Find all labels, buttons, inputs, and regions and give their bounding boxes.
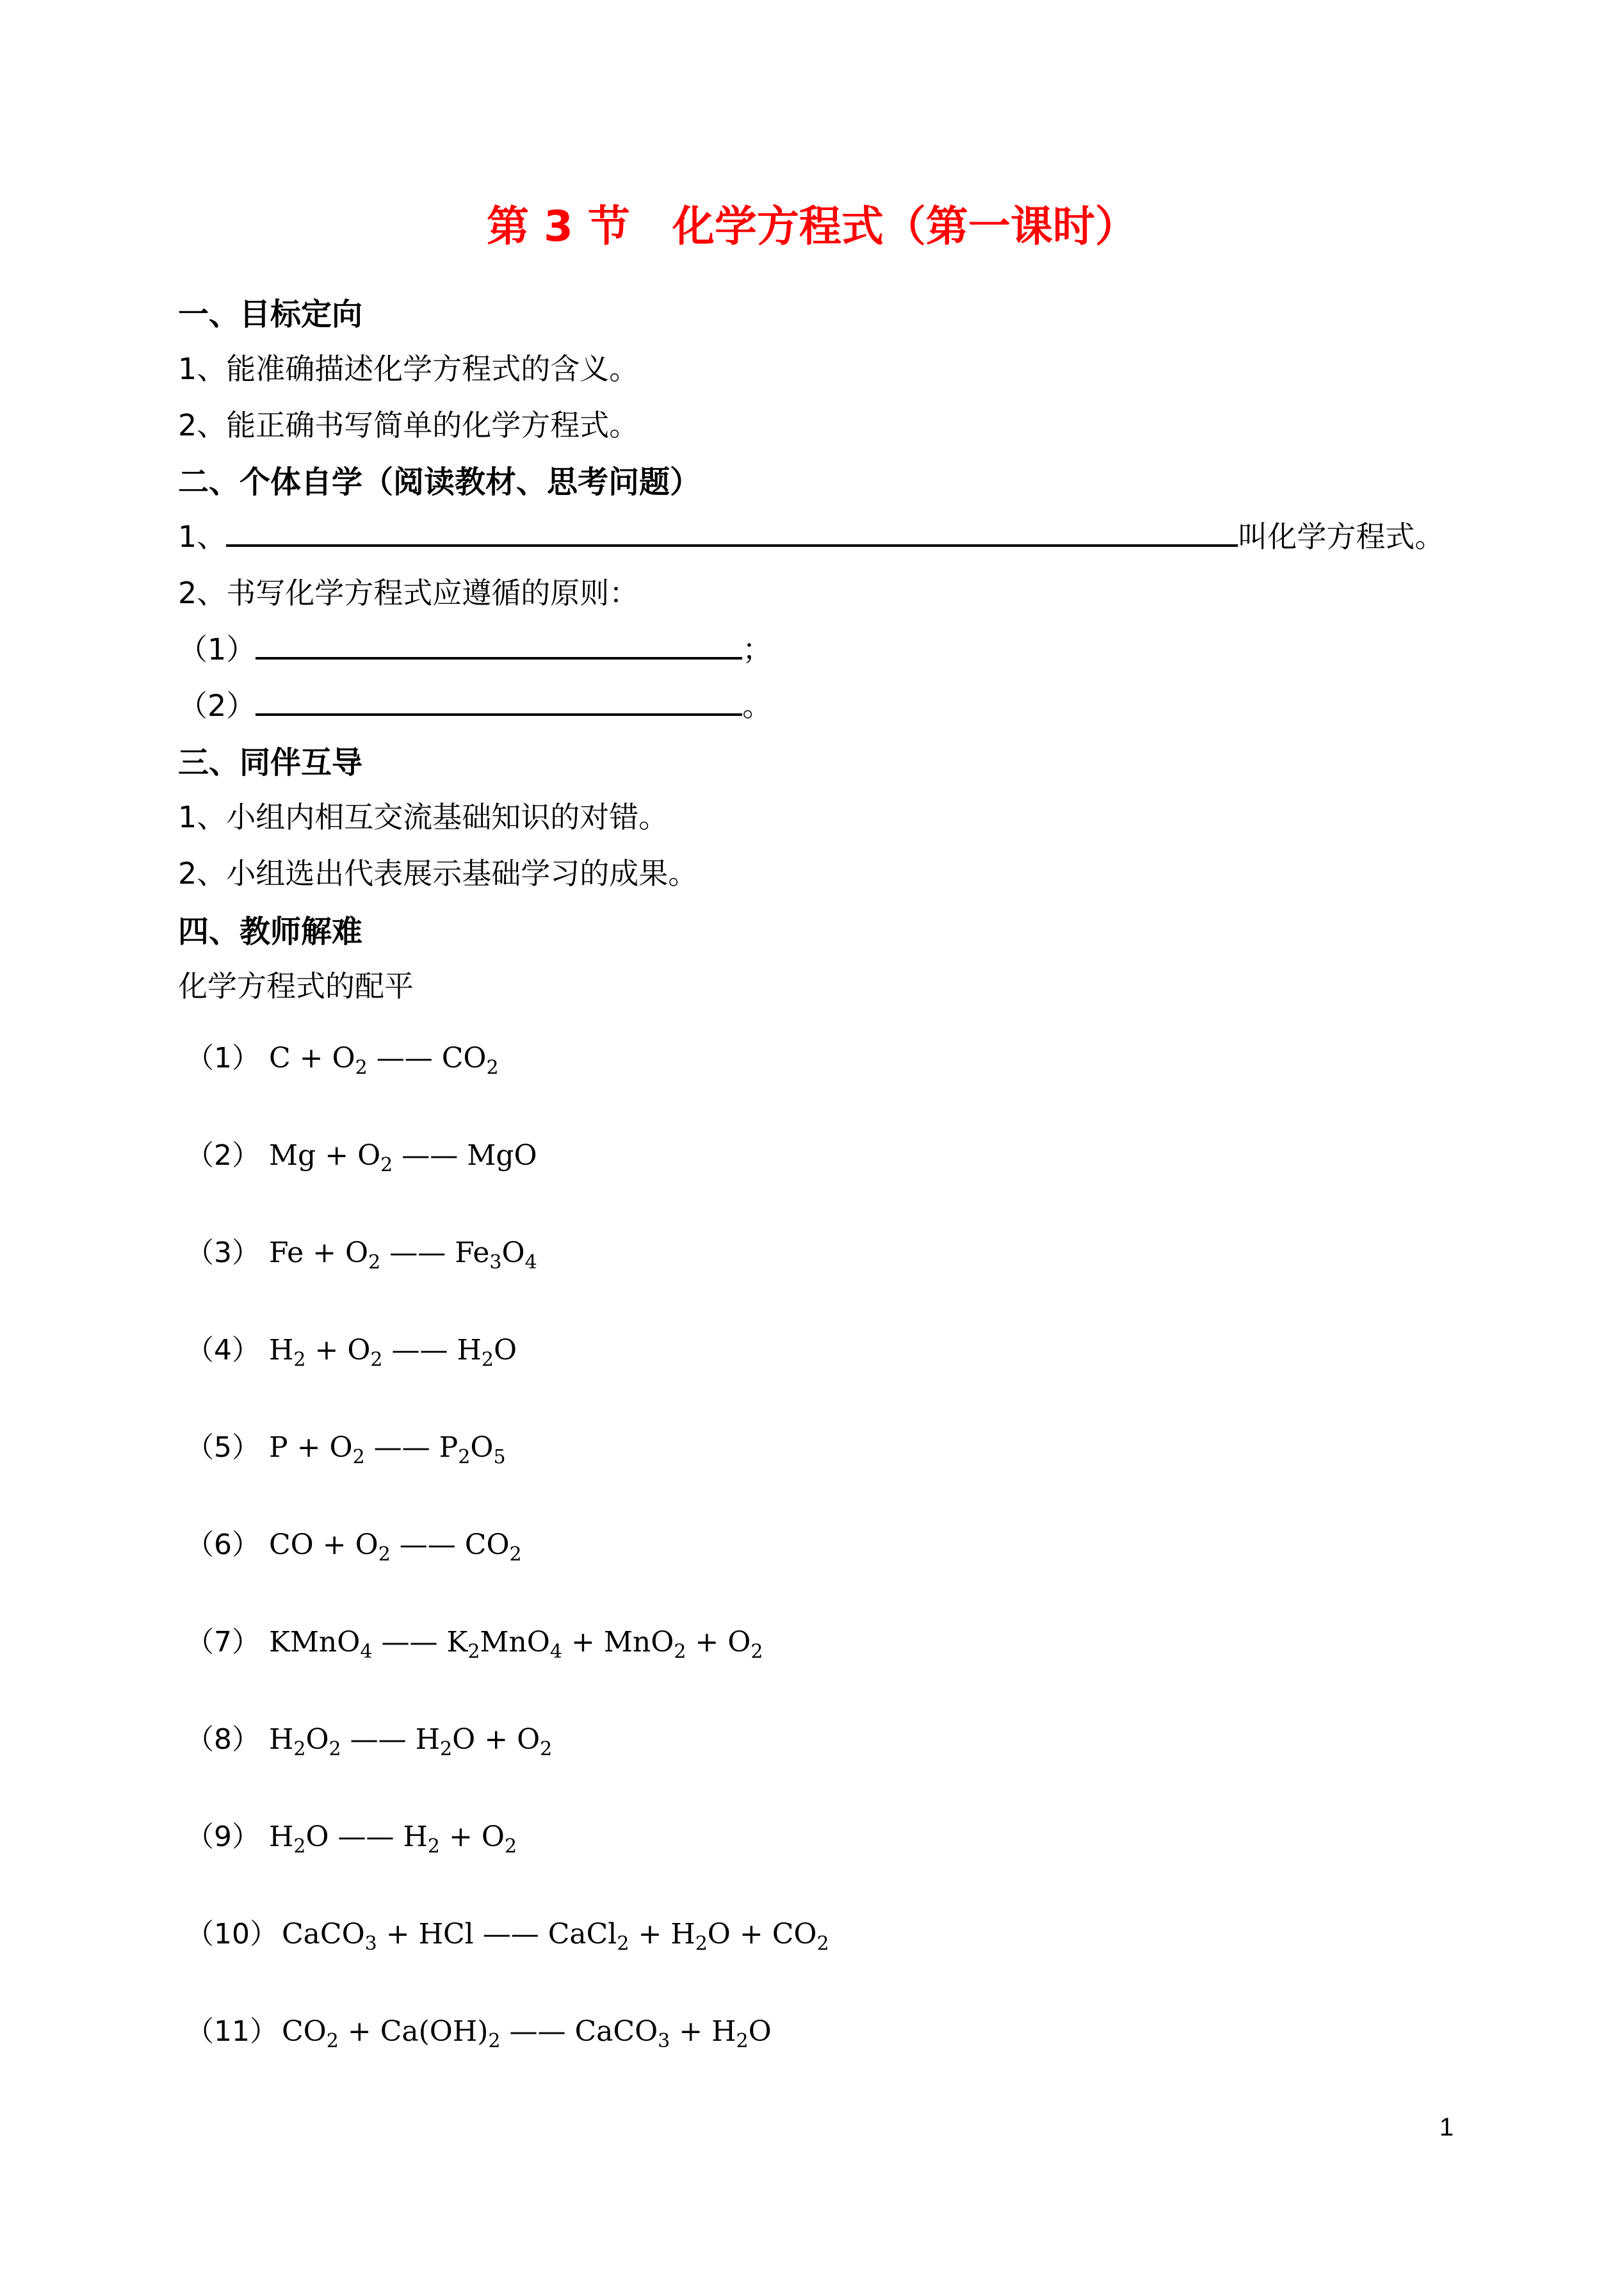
principle-1 — [178, 626, 772, 669]
reaction-arrow: —— — [373, 1431, 430, 1464]
reactant: $O_2$ — [355, 1529, 391, 1566]
reaction-arrow: —— — [482, 1918, 539, 1950]
product: $K_2MnO_4$ — [446, 1626, 562, 1663]
peer-item-1: 1、小组内相互交流基础知识的对错。 — [178, 800, 669, 834]
reactant: CaCO$_3$ — [282, 1918, 377, 1955]
equation-row — [186, 1813, 517, 1858]
equation-number: （3） — [186, 1237, 260, 1269]
section-2-heading: 二、个体自学（阅读教材、思考问题） — [178, 464, 701, 500]
peer-item-2: 2、小组选出代表展示基础学习的成果。 — [178, 856, 698, 891]
product: $H_2$ — [403, 1821, 441, 1858]
reactant: $CO_2$ — [282, 2015, 339, 2052]
question-2: 2、书写化学方程式应遵循的原则： — [178, 576, 639, 610]
product: $H_2O$ — [415, 1723, 476, 1760]
reaction-arrow: —— — [381, 1626, 438, 1658]
product: MnO$_2$ — [603, 1626, 686, 1663]
reactant: $H_2O_2$ — [269, 1723, 341, 1760]
reaction-arrow: —— — [391, 1334, 448, 1366]
equation-number: （5） — [186, 1431, 260, 1464]
equation-row — [186, 1132, 537, 1176]
page-number: 1 — [1439, 2113, 1454, 2141]
goal-item-2: 2、能正确书写简单的化学方程式。 — [178, 408, 639, 442]
plus-sign: + — [296, 1431, 321, 1464]
plus-sign: + — [449, 1821, 473, 1853]
reaction-arrow: —— — [389, 1237, 446, 1269]
principle-1-suffix: ； — [742, 632, 772, 667]
reactant: $O_2$ — [329, 1431, 365, 1468]
product: $O_2$ — [517, 1723, 553, 1760]
reactant: HCl — [418, 1918, 474, 1950]
plus-sign: + — [347, 2015, 371, 2048]
equation-row — [186, 1911, 829, 1955]
equation-row — [186, 1035, 499, 1079]
reactant: KMnO$_4$ — [269, 1626, 373, 1663]
reactant: $Ca(OH)_2$ — [380, 2015, 501, 2052]
principle-2-prefix: （2） — [178, 688, 256, 723]
section-3-heading: 三、同伴互导 — [178, 745, 363, 781]
equation-row — [186, 1619, 763, 1663]
plus-sign: + — [638, 1918, 662, 1950]
equation-number: （8） — [186, 1723, 260, 1756]
plus-sign: + — [314, 1334, 339, 1366]
reaction-arrow: —— — [399, 1529, 456, 1561]
principle-2 — [178, 683, 772, 725]
product: CaCO$_3$ — [574, 2015, 670, 2052]
equation-number: （2） — [186, 1139, 260, 1172]
balancing-subtitle: 化学方程式的配平 — [178, 969, 414, 1003]
reactant: $O_2$ — [357, 1139, 393, 1176]
product: $O_2$ — [727, 1626, 763, 1663]
plus-sign: + — [695, 1626, 719, 1658]
reactant: CO — [269, 1529, 314, 1561]
plus-sign: + — [313, 1237, 337, 1269]
equation-number: （1） — [186, 1042, 260, 1075]
plus-sign: + — [325, 1139, 349, 1172]
question-1-suffix: 叫化学方程式。 — [1238, 519, 1445, 554]
equation-number: （10） — [186, 1918, 278, 1950]
fill-blank-1[interactable] — [226, 515, 1238, 547]
section-1-heading: 一、目标定向 — [178, 296, 363, 332]
plus-sign: + — [322, 1529, 346, 1561]
equation-row — [186, 1521, 522, 1566]
equation-row — [186, 1716, 553, 1760]
fill-blank-principle-2[interactable] — [256, 684, 742, 716]
page-title: 第 3 节 化学方程式（第一课时） — [487, 202, 1137, 251]
equation-number: （9） — [186, 1821, 260, 1853]
plus-sign: + — [571, 1626, 595, 1658]
equation-number: （4） — [186, 1334, 260, 1366]
reactant: $O_2$ — [332, 1042, 368, 1079]
equation-row — [186, 2008, 772, 2052]
product: $Fe_3O_4$ — [455, 1237, 537, 1274]
section-4-heading: 四、教师解难 — [178, 914, 363, 950]
reactant: C — [269, 1042, 291, 1075]
product: $CO_2$ — [464, 1529, 522, 1566]
plus-sign: + — [484, 1723, 508, 1756]
plus-sign: + — [299, 1042, 323, 1075]
plus-sign: + — [679, 2015, 703, 2048]
reactant: P — [269, 1431, 288, 1464]
equation-row — [186, 1229, 537, 1274]
product: $H_2O$ — [711, 2015, 772, 2052]
reaction-arrow: —— — [337, 1821, 394, 1853]
product: $H_2O$ — [457, 1334, 517, 1371]
product: $CO_2$ — [441, 1042, 499, 1079]
reaction-arrow: —— — [509, 2015, 566, 2048]
equation-number: （11） — [186, 2015, 278, 2048]
reactant: $H_2$ — [269, 1334, 306, 1371]
product: $P_2O_5$ — [439, 1431, 506, 1468]
product: CaCl$_2$ — [548, 1918, 629, 1955]
reaction-arrow: —— — [376, 1042, 433, 1075]
question-1 — [178, 514, 1444, 556]
reaction-arrow: —— — [350, 1723, 407, 1756]
plus-sign: + — [739, 1918, 763, 1950]
plus-sign: + — [386, 1918, 410, 1950]
reactant: $O_2$ — [347, 1334, 383, 1371]
reaction-arrow: —— — [402, 1139, 459, 1172]
product: $O_2$ — [481, 1821, 517, 1858]
reactant: Fe — [269, 1237, 304, 1269]
equation-row — [186, 1327, 517, 1371]
equation-number: （6） — [186, 1529, 260, 1561]
equation-row — [186, 1424, 506, 1468]
reactant: $H_2O$ — [269, 1821, 329, 1858]
product: $CO_2$ — [772, 1918, 829, 1955]
reactant: Mg — [269, 1139, 316, 1172]
fill-blank-principle-1[interactable] — [256, 628, 742, 660]
product: MgO — [467, 1139, 537, 1172]
product: $H_2O$ — [670, 1918, 731, 1955]
equation-number: （7） — [186, 1626, 260, 1658]
principle-2-suffix: 。 — [742, 688, 772, 723]
question-1-prefix: 1、 — [178, 519, 227, 554]
reactant: $O_2$ — [345, 1237, 381, 1274]
goal-item-1: 1、能准确描述化学方程式的含义。 — [178, 352, 639, 386]
principle-1-prefix: （1） — [178, 632, 256, 667]
